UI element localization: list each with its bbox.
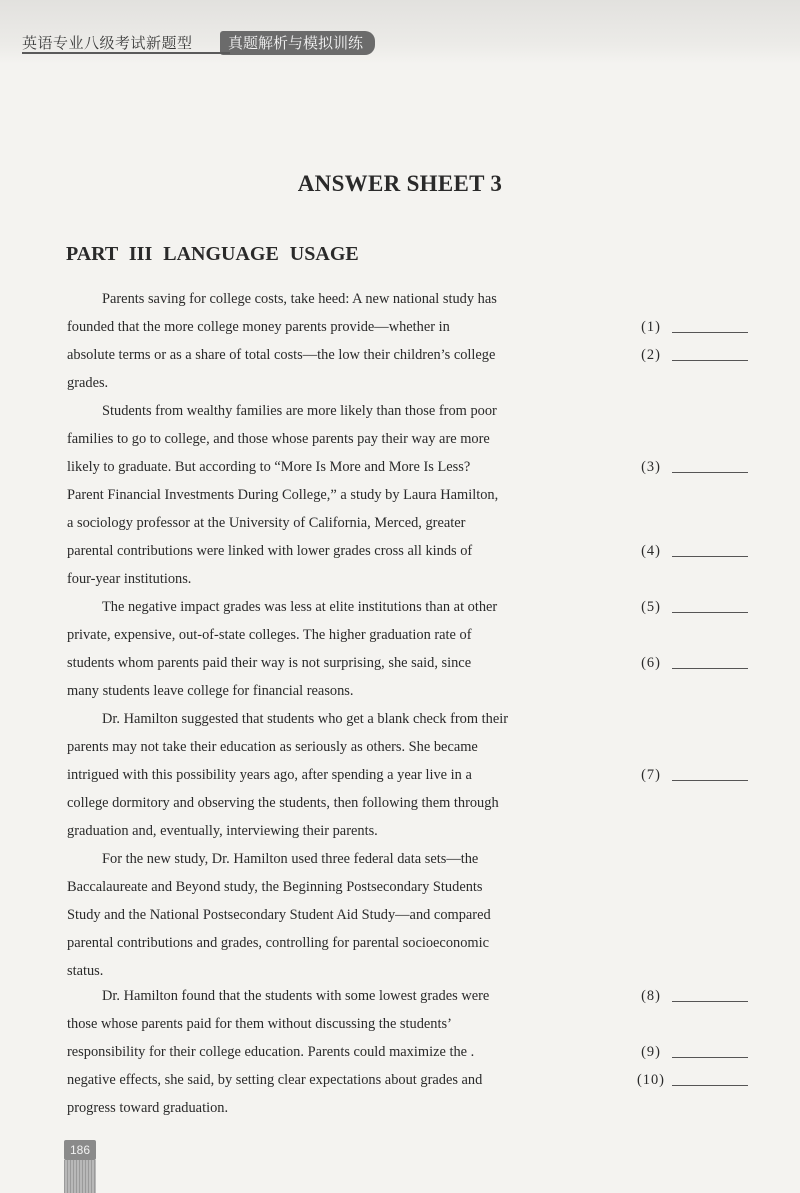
passage-line: The negative impact grades was less at elite institutions than at other [102, 599, 498, 615]
answer-blank-9[interactable] [634, 1043, 668, 1061]
passage-line: many students leave college for financial reasons. [67, 683, 354, 699]
answer-line [672, 668, 748, 669]
passage-line: Parents saving for college costs, take heed: A new national study has [102, 291, 497, 307]
passage-line: absolute terms or as a share of total costs—the low their children’s college [67, 347, 496, 363]
answer-blank-5[interactable] [634, 598, 668, 616]
answer-line [672, 1001, 748, 1002]
passage-line: Study and the National Postsecondary Student Aid Study—and compared [67, 907, 491, 923]
passage-line: a sociology professor at the University of California, Merced, greater [67, 515, 466, 531]
blank-number: (3) [641, 459, 661, 475]
passage-line: Dr. Hamilton found that the students with some lowest grades were [102, 988, 490, 1004]
blank-number: (6) [641, 655, 661, 671]
sheet-title: ANSWER SHEET 3 [297, 171, 503, 196]
answer-line [672, 472, 748, 473]
blank-number: (2) [641, 347, 661, 363]
passage-line: families to go to college, and those whose parents pay their way are more [67, 431, 490, 447]
blank-number: (10) [637, 1072, 665, 1088]
passage-line: Dr. Hamilton suggested that students who get a blank check from their [102, 711, 509, 727]
answer-blank-8[interactable] [634, 987, 668, 1005]
answer-line [672, 1085, 748, 1086]
blank-number: (4) [641, 543, 661, 559]
passage-line: those whose parents paid for them without discussing the students’ [67, 1016, 452, 1032]
passage-line: responsibility for their college education. Parents could maximize the . [67, 1044, 475, 1060]
passage-line: Baccalaureate and Beyond study, the Beginning Postsecondary Students [67, 879, 483, 895]
passage-line: four-year institutions. [67, 571, 192, 587]
page-number: 186 [64, 1140, 96, 1160]
passage-line: private, expensive, out-of-state colleges. The higher graduation rate of [67, 627, 472, 643]
passage-line: intrigued with this possibility years ago, after spending a year live in a [67, 767, 472, 783]
passage-line: students whom parents paid their way is not surprising, she said, since [67, 655, 472, 671]
answer-line [672, 332, 748, 333]
answer-line [672, 556, 748, 557]
blank-number: (5) [641, 599, 661, 615]
header-underline [22, 52, 230, 54]
answer-blank-1[interactable] [634, 318, 668, 336]
passage-line: Parent Financial Investments During College,” a study by Laura Hamilton, [67, 487, 499, 503]
passage-line: progress toward graduation. [67, 1100, 229, 1116]
answer-blank-10[interactable] [634, 1071, 668, 1089]
answer-line [672, 1057, 748, 1058]
passage-line: For the new study, Dr. Hamilton used three federal data sets—the [102, 851, 479, 867]
book-subtitle-badge: 真题解析与模拟训练 [220, 31, 375, 55]
answer-line [672, 780, 748, 781]
blank-number: (1) [641, 319, 661, 335]
book-title: 英语专业八级考试新题型 [22, 34, 193, 52]
answer-blank-3[interactable] [634, 458, 668, 476]
passage-line: parents may not take their education as seriously as others. She became [67, 739, 478, 755]
passage-line: Students from wealthy families are more likely than those from poor [102, 403, 497, 419]
answer-blank-2[interactable] [634, 346, 668, 364]
answer-line [672, 612, 748, 613]
answer-blank-7[interactable] [634, 766, 668, 784]
answer-line [672, 360, 748, 361]
passage-line: negative effects, she said, by setting clear expectations about grades and [67, 1072, 483, 1088]
passage-line: college dormitory and observing the students, then following them through [67, 795, 499, 811]
passage-line: grades. [67, 375, 109, 391]
passage-line: status. [67, 963, 104, 979]
passage-line: founded that the more college money parents provide—whether in [67, 319, 450, 335]
passage-line: parental contributions and grades, controlling for parental socioeconomic [67, 935, 489, 951]
answer-blank-6[interactable] [634, 654, 668, 672]
answer-blank-4[interactable] [634, 542, 668, 560]
blank-number: (7) [641, 767, 661, 783]
running-header [0, 0, 800, 64]
blank-number: (8) [641, 988, 661, 1004]
part-title: PART III LANGUAGE USAGE [66, 243, 359, 265]
page-edge-strip [64, 1160, 96, 1193]
passage-line: graduation and, eventually, interviewing their parents. [67, 823, 378, 839]
passage-line: likely to graduate. But according to “More Is More and More Is Less? [67, 459, 471, 475]
blank-number: (9) [641, 1044, 661, 1060]
passage-line: parental contributions were linked with lower grades cross all kinds of [67, 543, 473, 559]
